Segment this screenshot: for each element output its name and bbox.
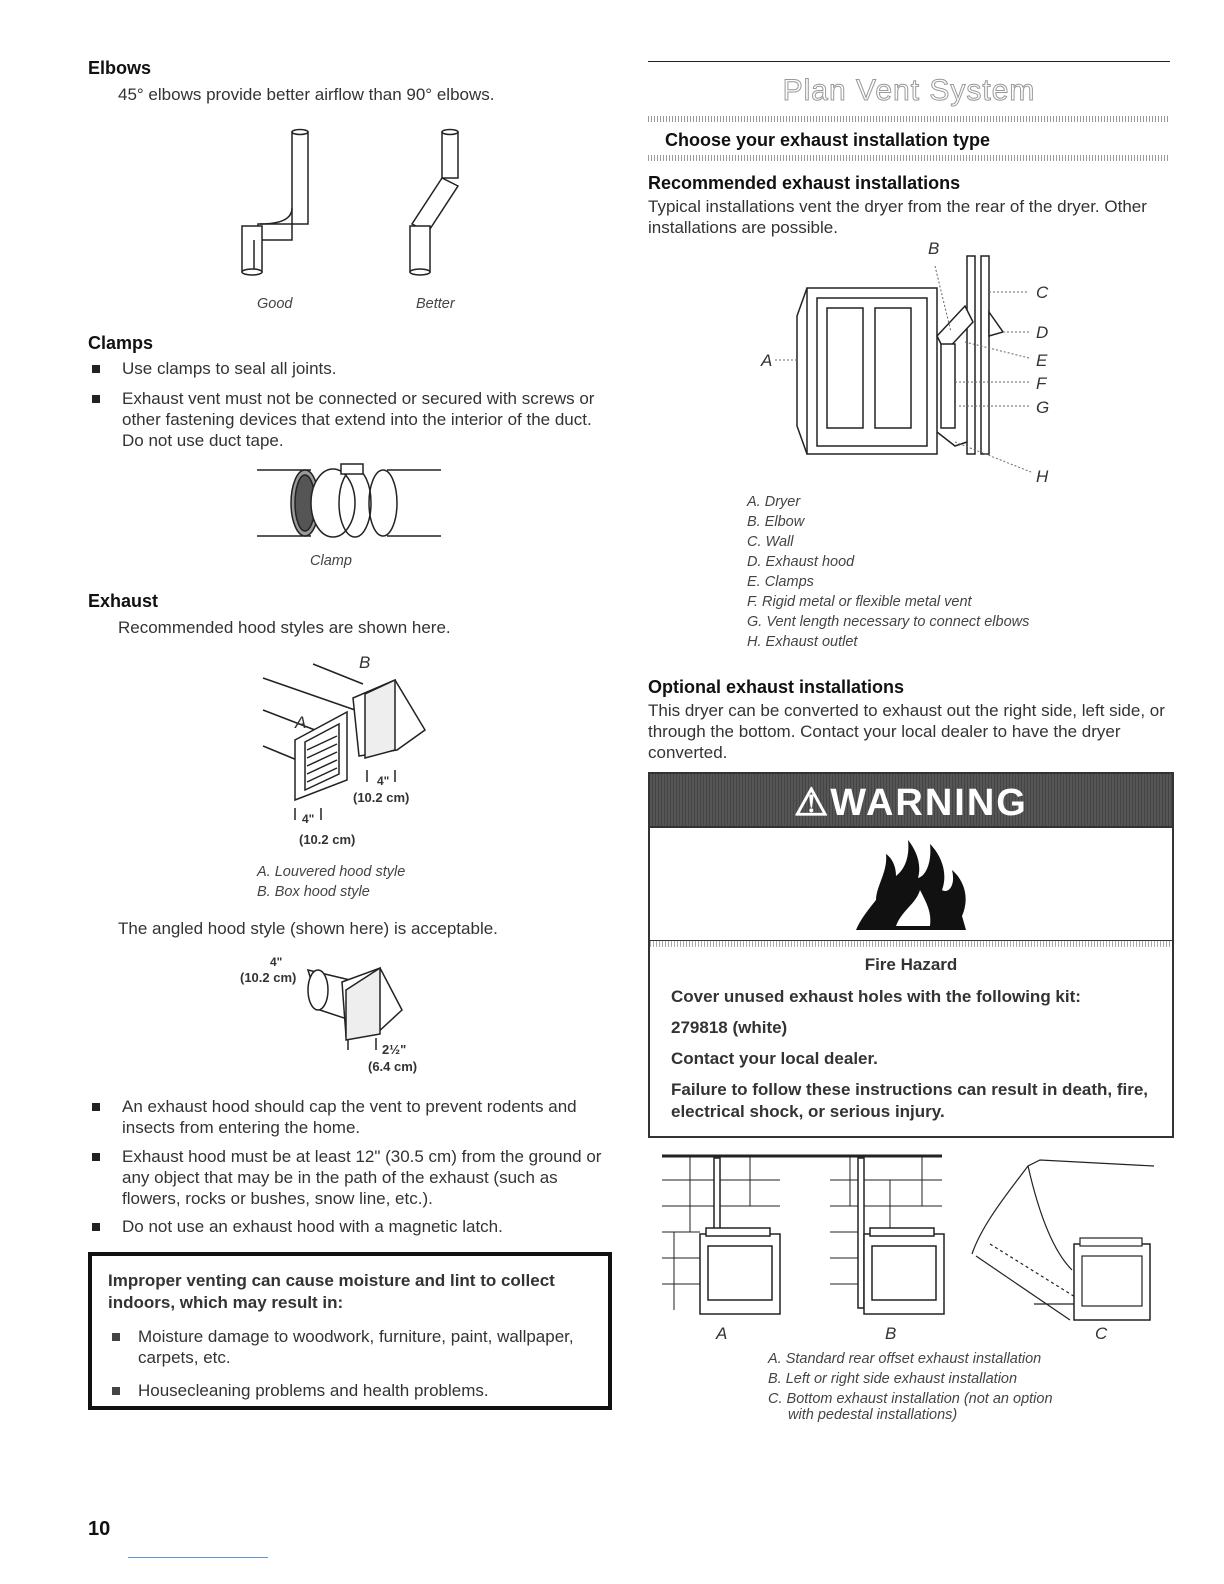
rec-legend-a: A. Dryer — [747, 494, 801, 510]
warning-hatch — [650, 941, 1172, 947]
subsection-title: Choose your exhaust installation type — [665, 130, 991, 150]
exhaust-heading: Exhaust — [88, 591, 159, 611]
hood-dim-10cm-2: (10.2 cm) — [299, 832, 356, 847]
hood-label-a: A — [295, 713, 307, 732]
bullet-icon — [92, 395, 100, 403]
install-label-a: A — [716, 1324, 728, 1343]
hood-legend-b: B. Box hood style — [257, 884, 370, 900]
hood-dim-10cm-1: (10.2 cm) — [353, 790, 410, 805]
clamps-bullet-2 — [92, 388, 612, 451]
notice-title: Improper venting can cause moisture and lint to collect indoors, which may result in: — [108, 1271, 555, 1312]
clamp-diagram — [255, 460, 445, 542]
warning-hazard-title: Fire Hazard — [864, 955, 958, 974]
exhaust-bullet-2-text: Exhaust hood must be at least 12" (30.5 cm) from the ground or any object that may be in the path of the exhaust (such as flowers, rocks or bushes, snow line, etc.). — [122, 1147, 602, 1208]
clamps-heading: Clamps — [88, 333, 154, 353]
hood-legend-a: A. Louvered hood style — [257, 864, 406, 880]
rec-legend-e: E. Clamps — [747, 574, 814, 590]
clamps-bullet-1-text: Use clamps to seal all joints. — [122, 359, 337, 378]
section-rule — [648, 61, 1170, 62]
notice-bullet-2 — [112, 1380, 582, 1401]
section-hatch-top — [648, 116, 1170, 122]
warning-line-1: Cover unused exhaust holes with the following kit: — [671, 987, 1081, 1006]
install-legend-a: A. Standard rear offset exhaust installation — [768, 1351, 1042, 1367]
optional-text: This dryer can be converted to exhaust out the right side, left side, or through the bottom. Contact your local dealer to have the dryer converted. — [648, 701, 1165, 762]
elbows-heading: Elbows — [88, 58, 152, 78]
elbow-good-caption: Good — [257, 296, 293, 312]
rec-legend-h: H. Exhaust outlet — [747, 634, 858, 650]
clamps-bullet-2-text: Exhaust vent must not be connected or secured with screws or other fastening devices that extend into the interior of the duct. Do not use duct tape. — [122, 389, 595, 450]
optional-heading: Optional exhaust installations — [648, 677, 905, 697]
angled-hood-text: The angled hood style (shown here) is acceptable. — [118, 919, 498, 938]
bullet-icon — [112, 1333, 120, 1341]
notice-bullet-1-text: Moisture damage to woodwork, furniture, paint, wallpaper, carpets, etc. — [138, 1327, 574, 1367]
fire-icon — [846, 836, 976, 936]
clamps-bullet-1 — [92, 358, 612, 379]
footer-rule — [128, 1557, 268, 1558]
exhaust-bullet-3 — [92, 1216, 612, 1237]
rec-legend-d: D. Exhaust hood — [747, 554, 855, 570]
install-legend-b: B. Left or right side exhaust installation — [768, 1371, 1018, 1387]
rec-label-c: C — [1036, 283, 1049, 302]
rec-legend-f: F. Rigid metal or flexible metal vent — [747, 594, 972, 610]
install-legend-c: C. Bottom exhaust installation (not an option — [768, 1391, 1053, 1407]
bullet-icon — [92, 1103, 100, 1111]
install-legend-c-cont: with pedestal installations) — [788, 1407, 958, 1423]
hood-dim-4in-1: 4" — [377, 774, 390, 788]
clamp-caption: Clamp — [310, 553, 352, 569]
improper-venting-notice — [88, 1252, 612, 1410]
rec-label-b: B — [928, 239, 940, 258]
elbow-better-caption: Better — [416, 296, 455, 312]
rec-label-e: E — [1036, 351, 1048, 370]
warning-header-bar — [650, 774, 1172, 826]
bullet-icon — [92, 365, 100, 373]
rec-label-d: D — [1036, 323, 1049, 342]
bullet-icon — [92, 1153, 100, 1161]
section-hatch-bottom — [648, 155, 1170, 161]
warning-triangle-icon: ⚠ — [794, 782, 831, 824]
page-number: 10 — [88, 1518, 111, 1540]
warning-box — [648, 772, 1174, 1138]
notice-bullet-2-text: Housecleaning problems and health problems. — [138, 1381, 489, 1400]
angled-dim-4: 4" — [270, 955, 283, 969]
warning-line-2: 279818 (white) — [671, 1018, 788, 1037]
exhaust-text: Recommended hood styles are shown here. — [118, 618, 451, 637]
install-label-b: B — [885, 1324, 897, 1343]
rec-legend-g: G. Vent length necessary to connect elbows — [747, 614, 1030, 630]
install-label-c: C — [1095, 1324, 1108, 1343]
notice-bullet-1 — [112, 1326, 582, 1368]
recommended-install-diagram — [755, 236, 1055, 486]
recommended-legend — [747, 492, 1029, 652]
rec-label-h: H — [1036, 467, 1049, 486]
bullet-icon — [112, 1387, 120, 1395]
bullet-icon — [92, 1223, 100, 1231]
rec-label-f: F — [1036, 374, 1047, 393]
angled-dim-10: (10.2 cm) — [240, 970, 297, 985]
hood-label-b: B — [359, 653, 371, 672]
section-title: Plan Vent System — [782, 74, 1036, 107]
install-legend — [768, 1349, 1053, 1425]
warning-line-3: Contact your local dealer. — [671, 1049, 878, 1068]
exhaust-bullet-3-text: Do not use an exhaust hood with a magnetic latch. — [122, 1217, 503, 1236]
rec-label-g: G — [1036, 398, 1050, 417]
rec-label-a: A — [761, 351, 773, 370]
elbows-text: 45° elbows provide better airflow than 90° elbows. — [118, 85, 495, 104]
angled-dim-25: 2½" — [382, 1042, 407, 1057]
exhaust-bullet-1-text: An exhaust hood should cap the vent to prevent rodents and insects from entering the home. — [122, 1097, 577, 1137]
rec-legend-b: B. Elbow — [747, 514, 805, 530]
hood-dim-4in-2: 4" — [302, 812, 315, 826]
recommended-heading: Recommended exhaust installations — [648, 173, 961, 193]
warning-icon-panel — [650, 826, 1172, 943]
exhaust-bullet-1 — [92, 1096, 612, 1138]
exhaust-bullet-2 — [92, 1146, 612, 1209]
warning-header — [650, 780, 1172, 825]
recommended-text: Typical installations vent the dryer from the rear of the dryer. Other installations are possible. — [648, 197, 1147, 237]
angled-dim-64: (6.4 cm) — [368, 1059, 418, 1074]
warning-header-text: WARNING — [830, 782, 1028, 824]
elbows-diagram — [230, 128, 480, 280]
install-options-diagram — [660, 1150, 1160, 1330]
rec-legend-c: C. Wall — [747, 534, 794, 550]
warning-line-4: Failure to follow these instructions can result in death, fire, electrical shock, or serious injury. — [671, 1080, 1149, 1121]
